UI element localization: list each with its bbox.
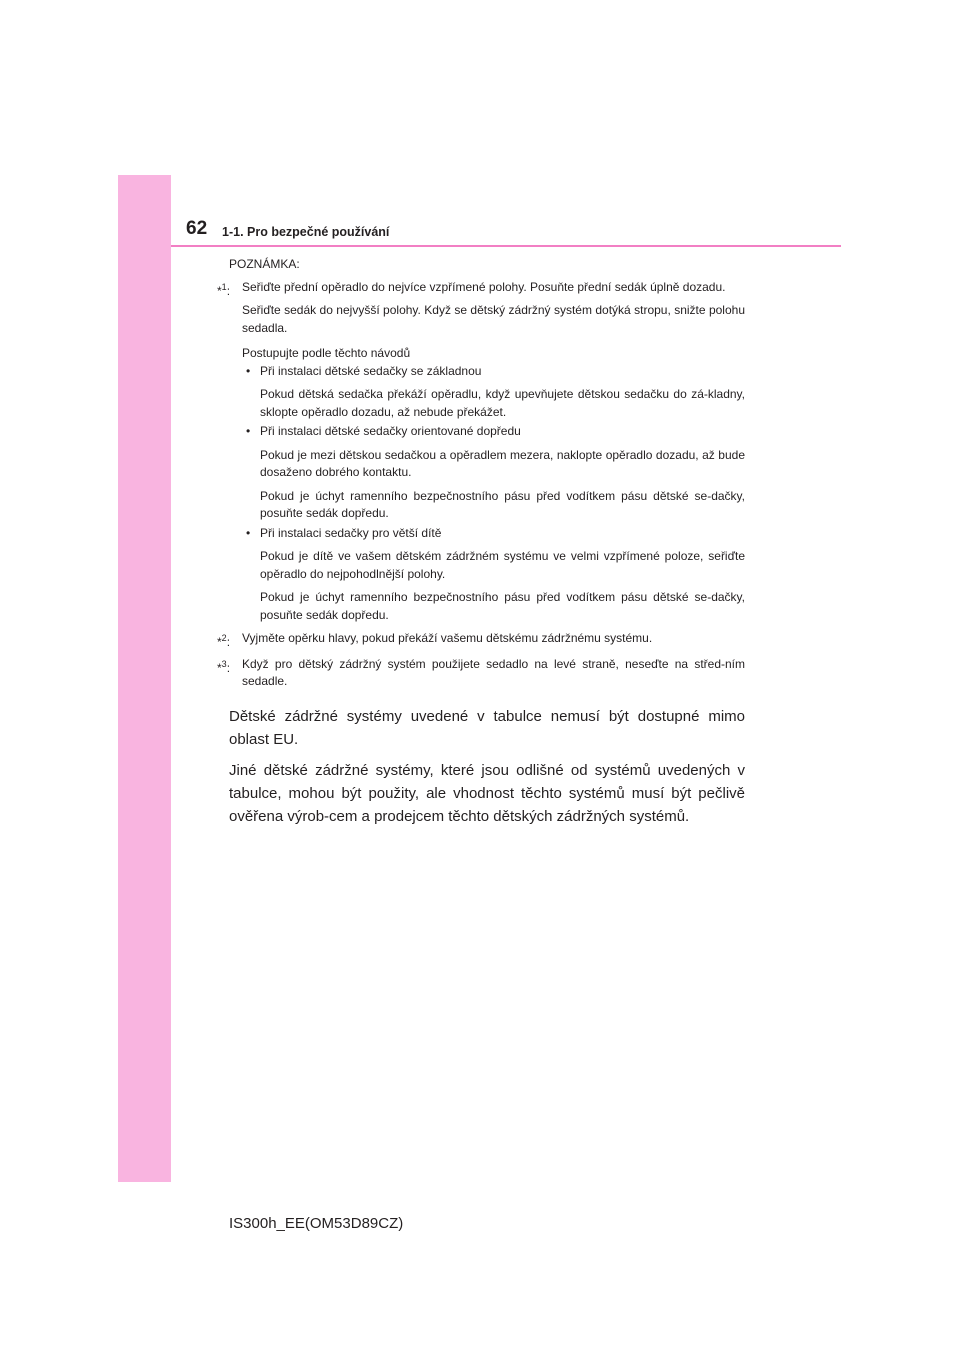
body-paragraph: Dětské zádržné systémy uvedené v tabulce nemusí být dostupné mimo oblast EU. [229, 707, 745, 748]
bullet-text: Pokud je dítě ve vašem dětském zádržném systému ve velmi vzpřímené poloze, seřiďte opěradlo do nejpohodlnější polohy. [260, 549, 745, 581]
footnote-2-text: Vyjměte opěrku hlavy, pokud překáží vašemu dětskému zádržnému systému. [242, 631, 653, 645]
bullet-dot: • [246, 424, 251, 438]
footnote-1-body [242, 279, 745, 627]
note-heading: POZNÁMKA: [229, 257, 300, 271]
footnote-1 [217, 279, 745, 627]
page-number: 62 [186, 218, 208, 239]
footnote-1-paragraph: Seřiďte přední opěradlo do nejvíce vzpřímené polohy. Posuňte přední sedák úplně dozadu. [242, 279, 726, 294]
footer-manual-code: IS300h_EE(OM53D89CZ) [229, 1215, 404, 1232]
header-rule [171, 245, 841, 247]
bullet-text: Pokud je mezi dětskou sedačkou a opěradlem mezera, naklopte opěradlo dozadu, až bude dosaženo dobrého kontaktu. [260, 447, 745, 479]
pink-sidebar-tab [118, 175, 171, 1182]
footnote-2 [217, 630, 745, 652]
bullet-item [242, 423, 745, 441]
body-paragraph: Jiné dětské zádržné systémy, které jsou odlišné od systémů uvedených v tabulce, mohou být použity, ale vhodnost těchto systémů musí být pečlivě ověřena výrob-cem a prodejcem těchto dětských zádržných systémů. [229, 761, 745, 825]
bullet-title: Při instalaci dětské sedačky orientované dopředu [260, 424, 521, 438]
footnote-3 [217, 656, 745, 691]
footnote-2-mark: *$^2$: [217, 633, 231, 649]
footnote-1-mark: *$^1$: [217, 281, 231, 298]
bullet-item [242, 525, 745, 543]
bullet-title: Při instalaci dětské sedačky se základnou [260, 363, 482, 378]
bullet-title: Při instalaci sedačky pro větší dítě [260, 525, 442, 540]
bullet-dot: • [246, 363, 251, 378]
instructions-intro: Postupujte podle těchto návodů [242, 346, 411, 360]
bullet-item [242, 363, 745, 381]
bullet-dot: • [246, 525, 251, 540]
page-content [217, 256, 745, 828]
bullet-text: Pokud je úchyt ramenního bezpečnostního pásu před vodítkem pásu dětské se-dačky, posuňte sedák dopředu. [260, 590, 745, 622]
section-title: 1-1. Pro bezpečné používání [222, 225, 390, 239]
footnote-3-text: Když pro dětský zádržný systém použijete sedadlo na levé straně, neseďte na střed-ním sedadle. [242, 656, 745, 688]
footnote-1-paragraph: Seřiďte sedák do nejvyšší polohy. Když se dětský zádržný systém dotýká stropu, snižte polohu sedadla. [242, 303, 745, 335]
footnote-3-mark: *$^3$: [217, 658, 231, 675]
bullet-text: Pokud dětská sedačka překáží opěradlu, když upevňujete dětskou sedačku do zá-kladny, sklopte opěradlo dozadu, až nebude překážet. [260, 387, 745, 419]
bullet-text: Pokud je úchyt ramenního bezpečnostního pásu před vodítkem pásu dětské se-dačky, posuňte sedák dopředu. [260, 488, 745, 520]
